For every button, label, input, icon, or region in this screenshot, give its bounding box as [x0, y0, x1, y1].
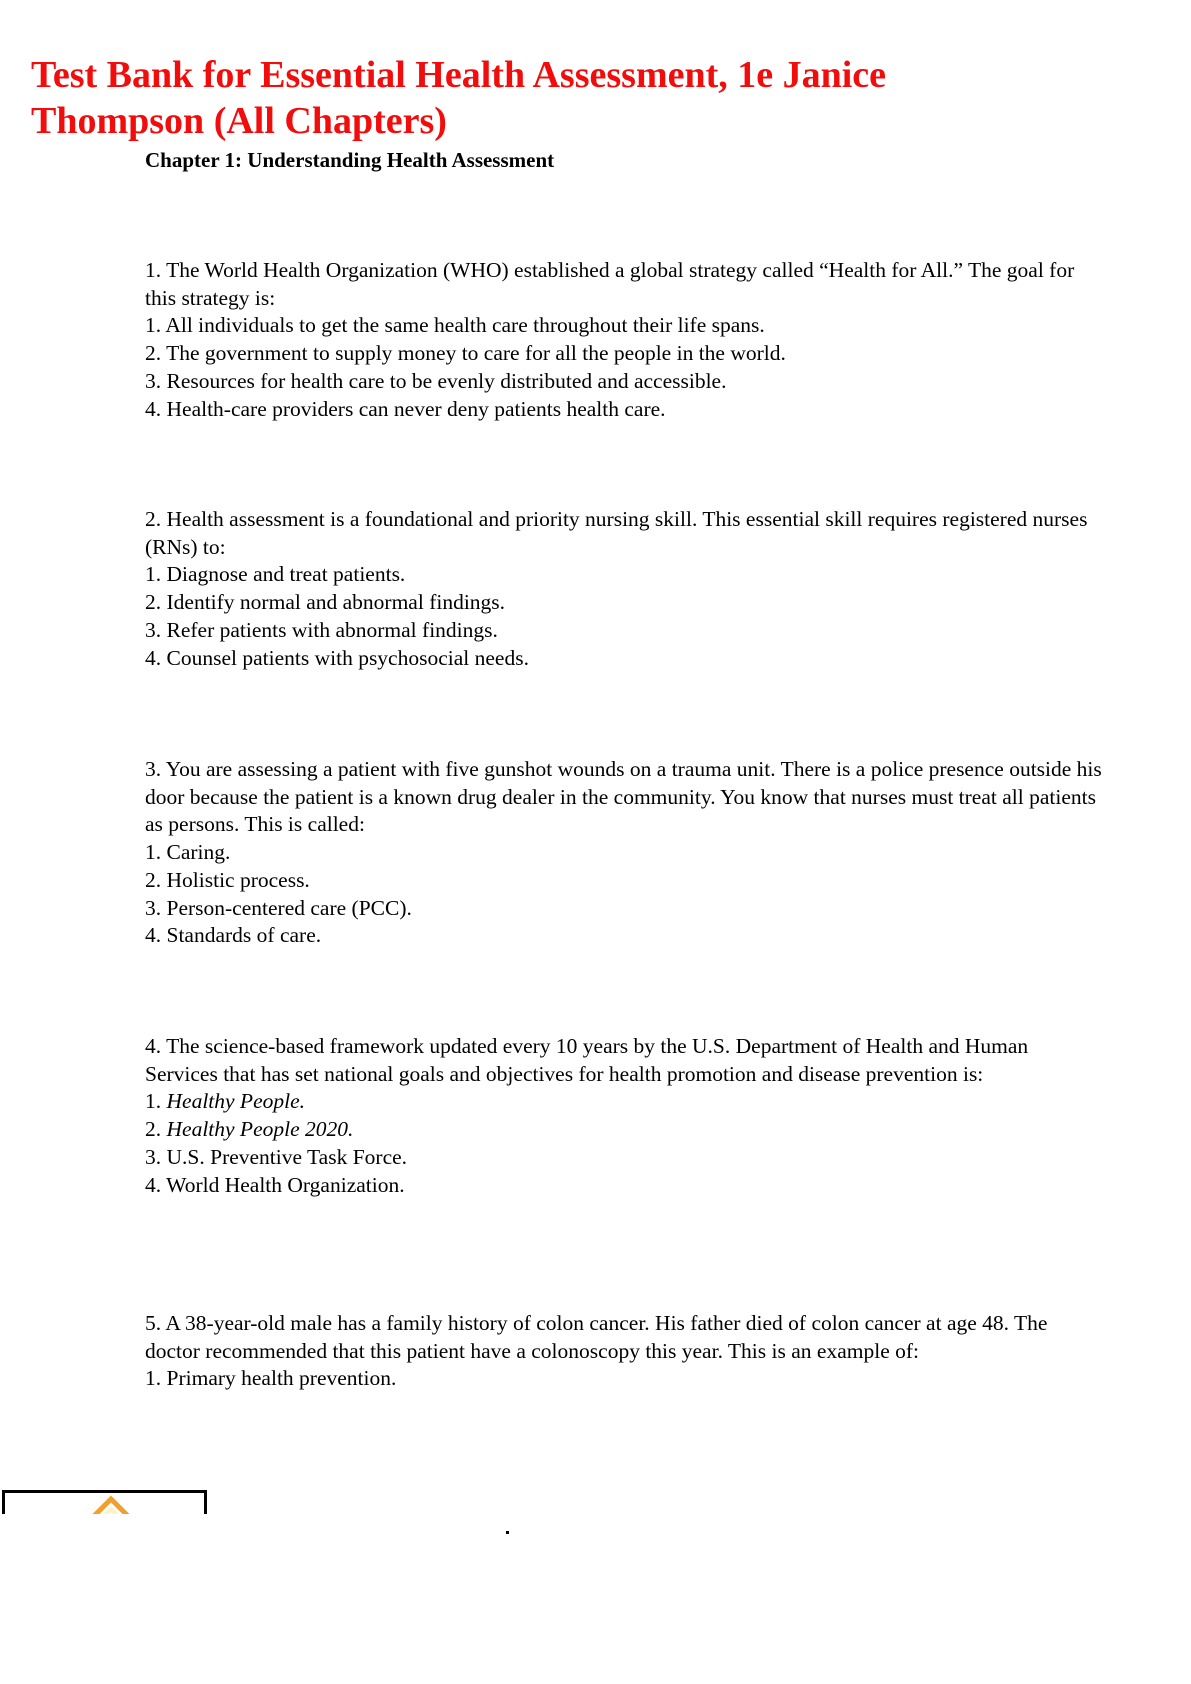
footer-mark	[506, 1531, 509, 1534]
answer-option: 3. Resources for health care to be evenly distributed and accessible.	[145, 368, 727, 393]
answer-option: 2. The government to supply money to care for all the people in the world.	[145, 341, 786, 366]
chevron-logo-icon	[77, 1495, 137, 1514]
question-stem: 4. The science-based framework updated every 10 years by the U.S. Department of Health and Human Services that has set national goals and objectives for health promotion and disease prevention is:	[145, 1034, 1029, 1086]
answer-option: 2. Holistic process.	[145, 867, 310, 892]
answer-option: 4. Health-care providers can never deny patients health care.	[145, 396, 666, 421]
answer-option: 1. Primary health prevention.	[145, 1366, 397, 1391]
question-stem: 1. The World Health Organization (WHO) established a global strategy called “Health for All.” The goal for this strategy is:	[145, 258, 1075, 310]
question-4	[145, 1033, 1105, 1199]
chapter-heading: Chapter 1: Understanding Health Assessment	[145, 148, 555, 172]
question-stem: 5. A 38-year-old male has a family history of colon cancer. His father died of colon cancer at age 48. The doctor recommended that this patient have a colonoscopy this year. This is an example of:	[145, 1311, 1048, 1363]
answer-option: 3. Refer patients with abnormal findings.	[145, 617, 498, 642]
answer-option: 2. Identify normal and abnormal findings.	[145, 590, 506, 615]
answer-option: 1. Diagnose and treat patients.	[145, 562, 406, 587]
answer-option: 3. Person-centered care (PCC).	[145, 895, 412, 920]
answer-option: 4. Counsel patients with psychosocial needs.	[145, 645, 529, 670]
document-title: Test Bank for Essential Health Assessment, 1e Janice Thompson (All Chapters)	[31, 54, 887, 142]
question-stem: 2. Health assessment is a foundational and priority nursing skill. This essential skill requires registered nurses (RNs) to:	[145, 507, 1088, 559]
answer-option: 4. World Health Organization.	[145, 1172, 405, 1197]
question-3	[145, 756, 1105, 950]
answer-option: 4. Standards of care.	[145, 923, 322, 948]
answer-option: 1. All individuals to get the same health care throughout their life spans.	[145, 313, 765, 338]
logo-frame	[2, 1490, 207, 1514]
answer-option: 1. Caring.	[145, 840, 231, 865]
question-1	[145, 257, 1105, 423]
question-5	[145, 1310, 1105, 1393]
answer-option: 1. Healthy People.	[145, 1089, 306, 1114]
question-2	[145, 506, 1105, 672]
answer-option: 2. Healthy People 2020.	[145, 1117, 354, 1142]
answer-option: 3. U.S. Preventive Task Force.	[145, 1144, 408, 1169]
question-stem: 3. You are assessing a patient with five gunshot wounds on a trauma unit. There is a police presence outside his door because the patient is a known drug dealer in the community. You know that nurses must treat all patients as persons. This is called:	[145, 757, 1102, 837]
